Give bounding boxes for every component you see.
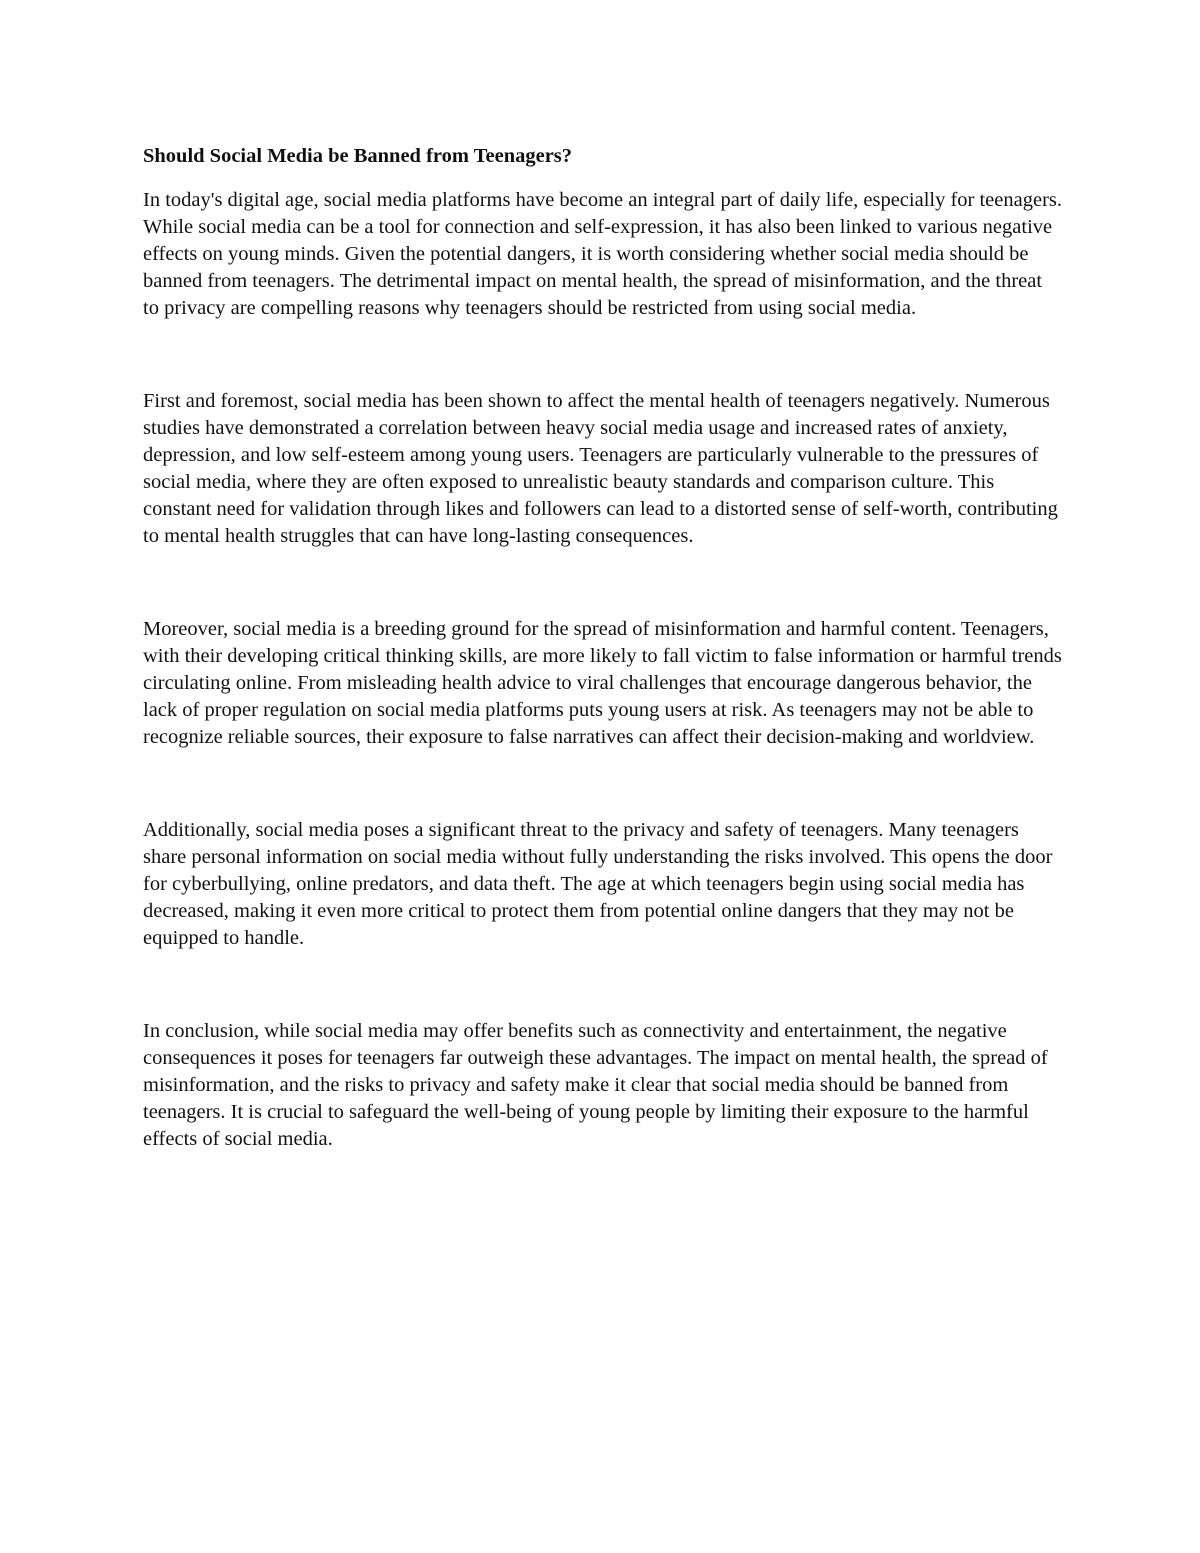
paragraph-spacer xyxy=(143,550,1063,616)
document-body xyxy=(143,143,1063,1153)
paragraph-spacer xyxy=(143,952,1063,1018)
paragraph-spacer xyxy=(143,322,1063,388)
paragraph-privacy: Additionally, social media poses a significant threat to the privacy and safety of teenagers. Many teenagers share personal information on social media without fully understanding the risks involved. This opens the door for cyberbullying, online predators, and data theft. The age at which teenagers begin using social media has decreased, making it even more critical to protect them from potential online dangers that they may not be equipped to handle. xyxy=(143,819,1053,949)
paragraph-misinformation: Moreover, social media is a breeding ground for the spread of misinformation and harmful content. Teenagers, with their developing critical thinking skills, are more likely to fall victim to false information or harmful trends circulating online. From misleading health advice to viral challenges that encourage dangerous behavior, the lack of proper regulation on social media platforms puts young users at risk. As teenagers may not be able to recognize reliable sources, their exposure to false narratives can affect their decision-making and worldview. xyxy=(143,618,1062,748)
document-title: Should Social Media be Banned from Teenagers? xyxy=(143,145,573,167)
paragraph-introduction: In today's digital age, social media platforms have become an integral part of daily life, especially for teenagers. While social media can be a tool for connection and self-expression, it has also been linked to various negative effects on young minds. Given the potential dangers, it is worth considering whether social media should be banned from teenagers. The detrimental impact on mental health, the spread of misinformation, and the threat to privacy are compelling reasons why teenagers should be restricted from using social media. xyxy=(143,189,1063,319)
paragraph-conclusion: In conclusion, while social media may offer benefits such as connectivity and entertainment, the negative consequences it poses for teenagers far outweigh these advantages. The impact on mental health, the spread of misinformation, and the risks to privacy and safety make it clear that social media should be banned from teenagers. It is crucial to safeguard the well-being of young people by limiting their exposure to the harmful effects of social media. xyxy=(143,1020,1048,1150)
paragraph-spacer xyxy=(143,751,1063,817)
paragraph-mental-health: First and foremost, social media has been shown to affect the mental health of teenagers negatively. Numerous studies have demonstrated a correlation between heavy social media usage and increased rates of anxiety, depression, and low self-esteem among young users. Teenagers are particularly vulnerable to the pressures of social media, where they are often exposed to unrealistic beauty standards and comparison culture. This constant need for validation through likes and followers can lead to a distorted sense of self-worth, contributing to mental health struggles that can have long-lasting consequences. xyxy=(143,390,1058,547)
